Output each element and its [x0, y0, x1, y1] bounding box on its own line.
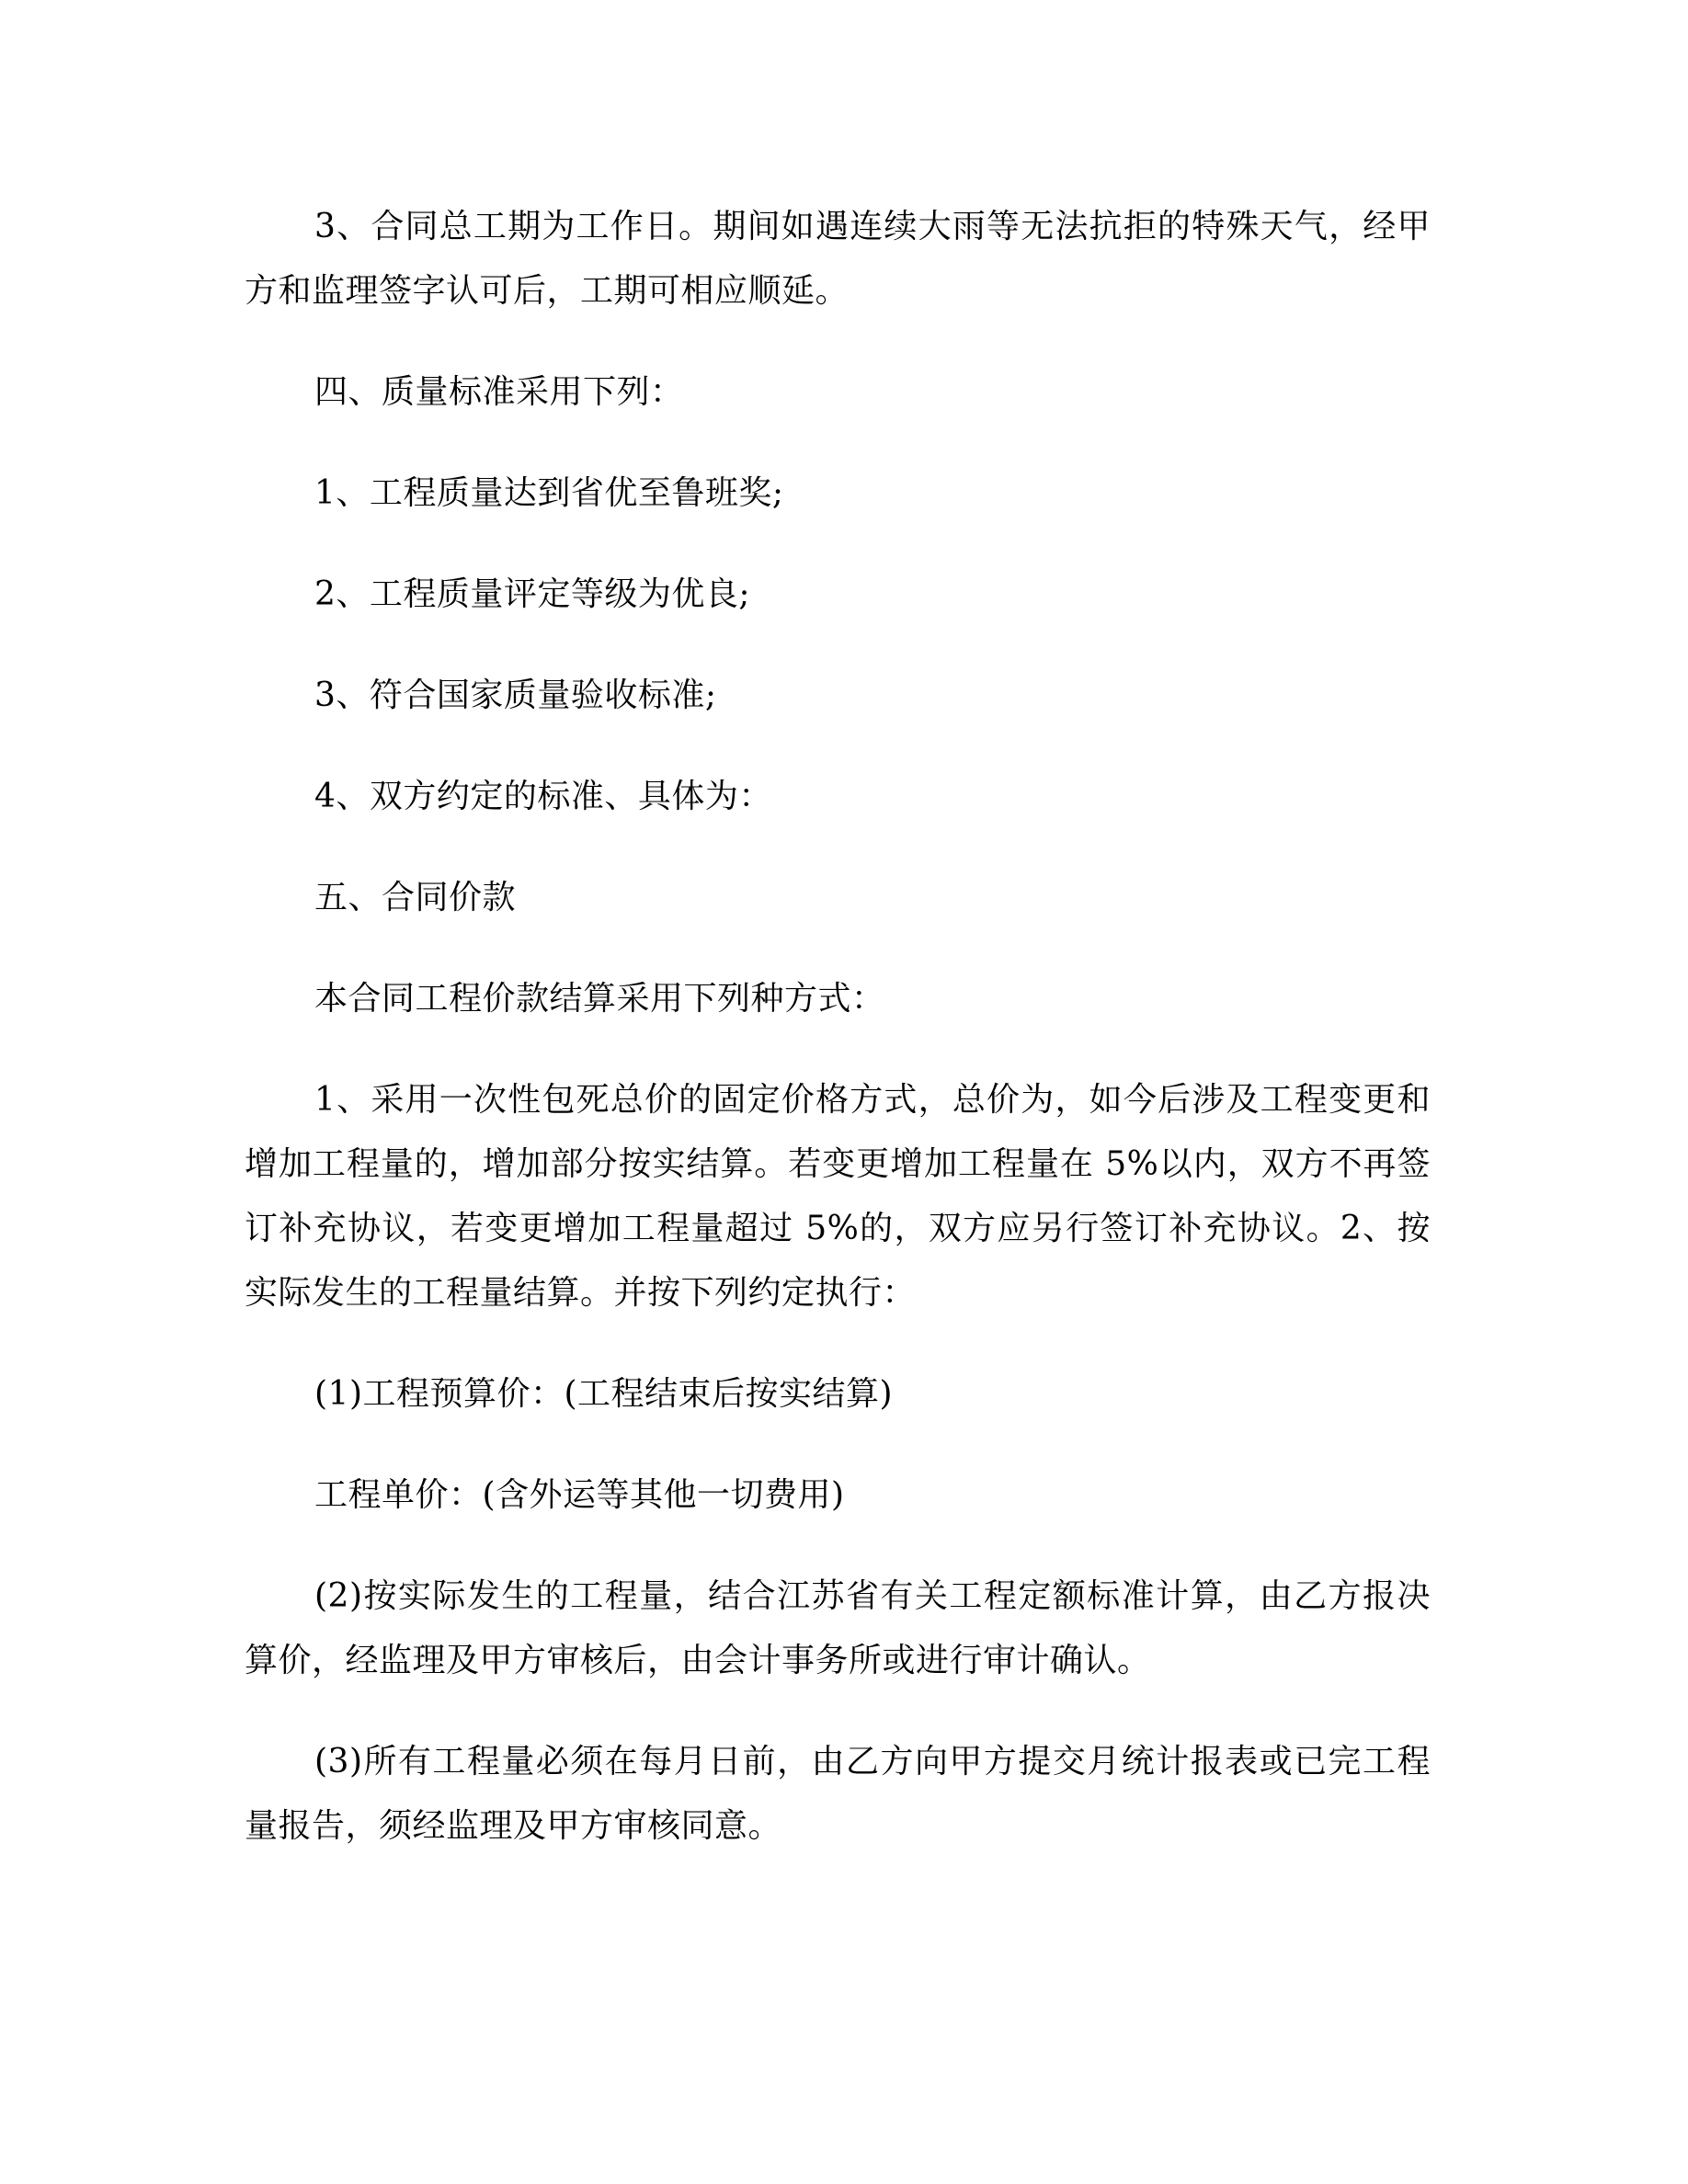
heading-quality-standard: 四、质量标准采用下列： [314, 373, 684, 411]
paragraph-unit-price: 工程单价：(含外运等其他一切费用) [314, 1476, 845, 1514]
paragraph-quality-3: 3、符合国家质量验收标准; [314, 677, 717, 714]
document-body [245, 195, 1431, 1895]
paragraph-budget-price: (1)工程预算价：(工程结束后按实结算) [314, 1375, 894, 1413]
paragraph-duration: 3、合同总工期为工作日。期间如遇连续大雨等无法抗拒的特殊天气，经甲方和监理签字认可后，工期可相应顺延。 [245, 208, 1431, 310]
paragraph-quality-1: 1、工程质量达到省优至鲁班奖; [314, 474, 784, 512]
paragraph-quality-4: 4、双方约定的标准、具体为： [314, 778, 772, 815]
paragraph-quality-2: 2、工程质量评定等级为优良; [314, 575, 751, 613]
paragraph-actual-quantity: (2)按实际发生的工程量，结合江苏省有关工程定额标准计算，由乙方报决算价，经监理及甲方审核后，由会计事务所或进行审计确认。 [245, 1577, 1431, 1679]
paragraph-settlement-method: 本合同工程价款结算采用下列种方式： [314, 980, 885, 1018]
paragraph-fixed-price: 1、采用一次性包死总价的固定价格方式，总价为，如今后涉及工程变更和增加工程量的，增加部分按实结算。若变更增加工程量在 5%以内，双方不再签订补充协议，若变更增加工程量超过 5%的，双方应另行签订补充协议。2、按实际发生的工程量结算。并按下列约定执行： [245, 1081, 1431, 1312]
heading-contract-price: 五、合同价款 [314, 879, 517, 916]
paragraph-monthly-report: (3)所有工程量必须在每月日前，由乙方向甲方提交月统计报表或已完工程量报告，须经监理及甲方审核同意。 [245, 1743, 1431, 1845]
